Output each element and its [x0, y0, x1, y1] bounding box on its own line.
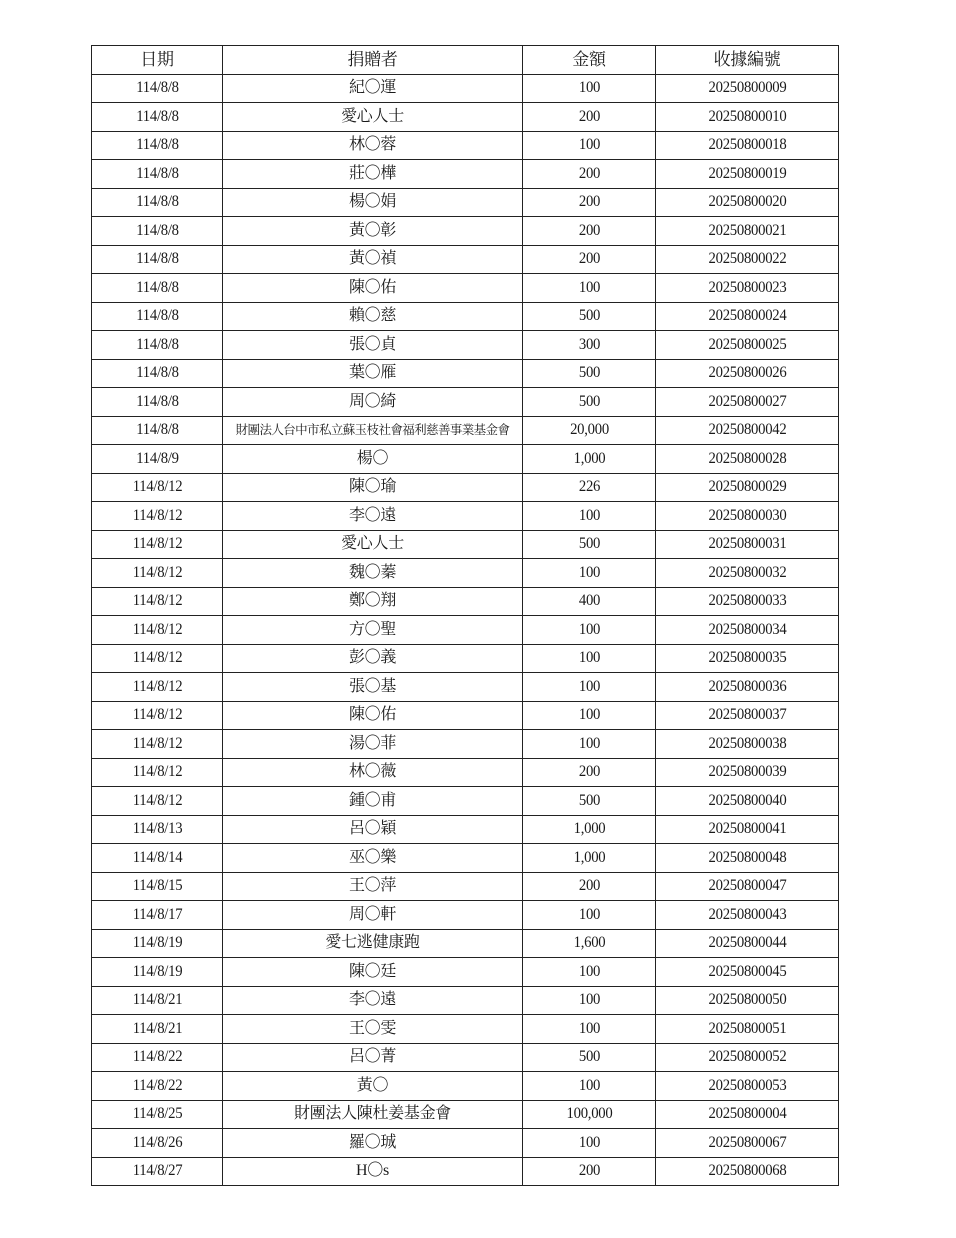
- cell-donor: 羅〇珹: [223, 1129, 523, 1158]
- table-row: [92, 644, 839, 673]
- table-row: [92, 131, 839, 160]
- column-header-donor: 捐贈者: [223, 46, 523, 75]
- cell-amount: 100: [528, 673, 650, 702]
- cell-donor: 財團法人陳杜姜基金會: [223, 1100, 523, 1129]
- cell-date: 114/8/13: [97, 815, 218, 844]
- cell-receipt-no: 20250800027: [663, 388, 831, 417]
- cell-amount: 1,000: [528, 445, 650, 474]
- table-row: [92, 416, 839, 445]
- cell-amount: 200: [528, 872, 650, 901]
- cell-date: 114/8/8: [97, 416, 218, 445]
- table-row: [92, 872, 839, 901]
- cell-receipt-no: 20250800024: [663, 302, 831, 331]
- cell-amount: 100: [528, 502, 650, 531]
- table-body: [92, 74, 839, 1186]
- cell-donor: 林〇薇: [223, 758, 523, 787]
- cell-receipt-no: 20250800036: [663, 673, 831, 702]
- cell-amount: 20,000: [528, 416, 650, 445]
- cell-amount: 200: [528, 217, 650, 246]
- cell-receipt-no: 20250800021: [663, 217, 831, 246]
- cell-donor: 楊〇: [223, 445, 523, 474]
- table-row: [92, 103, 839, 132]
- cell-receipt-no: 20250800038: [663, 730, 831, 759]
- cell-date: 114/8/12: [97, 530, 218, 559]
- cell-receipt-no: 20250800053: [663, 1072, 831, 1101]
- cell-amount: 300: [528, 331, 650, 360]
- cell-receipt-no: 20250800028: [663, 445, 831, 474]
- cell-date: 114/8/27: [97, 1157, 218, 1186]
- cell-amount: 200: [528, 160, 650, 189]
- table-row: [92, 473, 839, 502]
- table-row: [92, 502, 839, 531]
- cell-receipt-no: 20250800068: [663, 1157, 831, 1186]
- cell-donor: 方〇聖: [223, 616, 523, 645]
- cell-receipt-no: 20250800023: [663, 274, 831, 303]
- cell-date: 114/8/26: [97, 1129, 218, 1158]
- table-row: [92, 388, 839, 417]
- cell-donor: 張〇基: [223, 673, 523, 702]
- table-row: [92, 1129, 839, 1158]
- cell-date: 114/8/14: [97, 844, 218, 873]
- cell-amount: 1,000: [528, 844, 650, 873]
- cell-amount: 100,000: [528, 1100, 650, 1129]
- cell-amount: 100: [528, 644, 650, 673]
- cell-donor: 李〇遠: [223, 986, 523, 1015]
- cell-receipt-no: 20250800043: [663, 901, 831, 930]
- table-row: [92, 929, 839, 958]
- cell-receipt-no: 20250800067: [663, 1129, 831, 1158]
- table-row: [92, 245, 839, 274]
- cell-date: 114/8/22: [97, 1043, 218, 1072]
- cell-date: 114/8/17: [97, 901, 218, 930]
- table-row: [92, 730, 839, 759]
- cell-receipt-no: 20250800009: [663, 74, 831, 103]
- table-row: [92, 958, 839, 987]
- cell-date: 114/8/9: [97, 445, 218, 474]
- cell-date: 114/8/12: [97, 559, 218, 588]
- cell-date: 114/8/8: [97, 274, 218, 303]
- cell-date: 114/8/8: [97, 131, 218, 160]
- cell-date: 114/8/22: [97, 1072, 218, 1101]
- cell-receipt-no: 20250800051: [663, 1015, 831, 1044]
- table-row: [92, 559, 839, 588]
- cell-receipt-no: 20250800039: [663, 758, 831, 787]
- cell-amount: 200: [528, 188, 650, 217]
- cell-donor: 周〇軒: [223, 901, 523, 930]
- table-row: [92, 844, 839, 873]
- cell-receipt-no: 20250800029: [663, 473, 831, 502]
- cell-donor: 王〇雯: [223, 1015, 523, 1044]
- cell-receipt-no: 20250800045: [663, 958, 831, 987]
- cell-amount: 100: [528, 701, 650, 730]
- table-row: [92, 787, 839, 816]
- table-row: [92, 587, 839, 616]
- cell-date: 114/8/8: [97, 217, 218, 246]
- cell-amount: 100: [528, 986, 650, 1015]
- cell-date: 114/8/8: [97, 103, 218, 132]
- cell-donor: 巫〇樂: [223, 844, 523, 873]
- cell-date: 114/8/8: [97, 388, 218, 417]
- table-row: [92, 331, 839, 360]
- cell-amount: 100: [528, 274, 650, 303]
- cell-donor: 賴〇慈: [223, 302, 523, 331]
- cell-amount: 100: [528, 730, 650, 759]
- cell-receipt-no: 20250800047: [663, 872, 831, 901]
- cell-donor: 莊〇樺: [223, 160, 523, 189]
- cell-date: 114/8/12: [97, 701, 218, 730]
- table-row: [92, 1157, 839, 1186]
- cell-date: 114/8/8: [97, 302, 218, 331]
- cell-date: 114/8/12: [97, 502, 218, 531]
- cell-amount: 100: [528, 131, 650, 160]
- cell-amount: 226: [528, 473, 650, 502]
- cell-amount: 500: [528, 359, 650, 388]
- cell-donor: 財團法人台中市私立蘇玉枝社會福利慈善事業基金會: [223, 416, 523, 445]
- cell-receipt-no: 20250800032: [663, 559, 831, 588]
- cell-receipt-no: 20250800026: [663, 359, 831, 388]
- table-row: [92, 188, 839, 217]
- cell-donor: 陳〇佑: [223, 274, 523, 303]
- cell-receipt-no: 20250800044: [663, 929, 831, 958]
- cell-date: 114/8/8: [97, 188, 218, 217]
- cell-amount: 1,000: [528, 815, 650, 844]
- cell-donor: 陳〇瑜: [223, 473, 523, 502]
- cell-donor: 愛心人士: [223, 103, 523, 132]
- table-header: [92, 46, 839, 75]
- cell-amount: 500: [528, 302, 650, 331]
- cell-amount: 100: [528, 1015, 650, 1044]
- cell-receipt-no: 20250800041: [663, 815, 831, 844]
- cell-donor: H〇s: [223, 1157, 523, 1186]
- cell-receipt-no: 20250800048: [663, 844, 831, 873]
- cell-amount: 100: [528, 559, 650, 588]
- table-row: [92, 901, 839, 930]
- table-row: [92, 302, 839, 331]
- table-row: [92, 758, 839, 787]
- cell-receipt-no: 20250800030: [663, 502, 831, 531]
- cell-donor: 愛七逃健康跑: [223, 929, 523, 958]
- cell-amount: 100: [528, 1129, 650, 1158]
- cell-donor: 林〇蓉: [223, 131, 523, 160]
- cell-receipt-no: 20250800031: [663, 530, 831, 559]
- cell-date: 114/8/12: [97, 787, 218, 816]
- table-row: [92, 530, 839, 559]
- cell-date: 114/8/19: [97, 929, 218, 958]
- cell-amount: 400: [528, 587, 650, 616]
- cell-date: 114/8/8: [97, 160, 218, 189]
- cell-receipt-no: 20250800019: [663, 160, 831, 189]
- cell-date: 114/8/8: [97, 74, 218, 103]
- cell-receipt-no: 20250800010: [663, 103, 831, 132]
- cell-date: 114/8/12: [97, 587, 218, 616]
- cell-receipt-no: 20250800035: [663, 644, 831, 673]
- table-row: [92, 616, 839, 645]
- cell-amount: 500: [528, 530, 650, 559]
- cell-donor: 呂〇菁: [223, 1043, 523, 1072]
- cell-amount: 500: [528, 388, 650, 417]
- cell-donor: 紀〇運: [223, 74, 523, 103]
- cell-donor: 鍾〇甫: [223, 787, 523, 816]
- cell-date: 114/8/12: [97, 644, 218, 673]
- cell-date: 114/8/8: [97, 331, 218, 360]
- cell-date: 114/8/12: [97, 730, 218, 759]
- cell-receipt-no: 20250800022: [663, 245, 831, 274]
- cell-donor: 愛心人士: [223, 530, 523, 559]
- cell-date: 114/8/15: [97, 872, 218, 901]
- cell-receipt-no: 20250800037: [663, 701, 831, 730]
- cell-donor: 彭〇義: [223, 644, 523, 673]
- cell-donor: 周〇綺: [223, 388, 523, 417]
- cell-receipt-no: 20250800052: [663, 1043, 831, 1072]
- table-row: [92, 1043, 839, 1072]
- cell-donor: 呂〇穎: [223, 815, 523, 844]
- table-row: [92, 673, 839, 702]
- cell-amount: 200: [528, 245, 650, 274]
- table-row: [92, 274, 839, 303]
- cell-amount: 200: [528, 1157, 650, 1186]
- table-row: [92, 701, 839, 730]
- cell-receipt-no: 20250800050: [663, 986, 831, 1015]
- cell-date: 114/8/21: [97, 986, 218, 1015]
- cell-receipt-no: 20250800004: [663, 1100, 831, 1129]
- table-row: [92, 1100, 839, 1129]
- cell-date: 114/8/12: [97, 616, 218, 645]
- table-row: [92, 986, 839, 1015]
- cell-date: 114/8/21: [97, 1015, 218, 1044]
- cell-receipt-no: 20250800018: [663, 131, 831, 160]
- cell-donor: 李〇遠: [223, 502, 523, 531]
- cell-donor: 葉〇雁: [223, 359, 523, 388]
- cell-date: 114/8/8: [97, 245, 218, 274]
- cell-receipt-no: 20250800025: [663, 331, 831, 360]
- cell-amount: 1,600: [528, 929, 650, 958]
- cell-donor: 黃〇禎: [223, 245, 523, 274]
- cell-donor: 魏〇蓁: [223, 559, 523, 588]
- cell-donor: 陳〇廷: [223, 958, 523, 987]
- header-row: [92, 46, 839, 75]
- cell-amount: 100: [528, 74, 650, 103]
- cell-date: 114/8/12: [97, 473, 218, 502]
- cell-amount: 100: [528, 1072, 650, 1101]
- cell-date: 114/8/12: [97, 673, 218, 702]
- cell-date: 114/8/8: [97, 359, 218, 388]
- cell-amount: 200: [528, 758, 650, 787]
- table-row: [92, 445, 839, 474]
- cell-donor: 湯〇菲: [223, 730, 523, 759]
- cell-amount: 100: [528, 901, 650, 930]
- donation-table: [91, 45, 839, 1186]
- cell-date: 114/8/19: [97, 958, 218, 987]
- column-header-amount: 金額: [523, 46, 656, 75]
- table-row: [92, 1072, 839, 1101]
- column-header-receipt-no: 收據編號: [656, 46, 839, 75]
- table-row: [92, 74, 839, 103]
- cell-donor: 陳〇佑: [223, 701, 523, 730]
- cell-receipt-no: 20250800020: [663, 188, 831, 217]
- cell-date: 114/8/25: [97, 1100, 218, 1129]
- cell-amount: 100: [528, 616, 650, 645]
- cell-receipt-no: 20250800042: [663, 416, 831, 445]
- cell-receipt-no: 20250800033: [663, 587, 831, 616]
- column-header-date: 日期: [92, 46, 223, 75]
- cell-donor: 王〇萍: [223, 872, 523, 901]
- cell-amount: 100: [528, 958, 650, 987]
- table-row: [92, 160, 839, 189]
- table-row: [92, 217, 839, 246]
- table-row: [92, 1015, 839, 1044]
- cell-amount: 500: [528, 787, 650, 816]
- cell-amount: 200: [528, 103, 650, 132]
- cell-donor: 黃〇: [223, 1072, 523, 1101]
- table-row: [92, 815, 839, 844]
- cell-receipt-no: 20250800034: [663, 616, 831, 645]
- cell-date: 114/8/12: [97, 758, 218, 787]
- cell-donor: 楊〇娟: [223, 188, 523, 217]
- table-row: [92, 359, 839, 388]
- cell-donor: 鄭〇翔: [223, 587, 523, 616]
- cell-donor: 黃〇彰: [223, 217, 523, 246]
- cell-donor: 張〇貞: [223, 331, 523, 360]
- cell-receipt-no: 20250800040: [663, 787, 831, 816]
- cell-amount: 500: [528, 1043, 650, 1072]
